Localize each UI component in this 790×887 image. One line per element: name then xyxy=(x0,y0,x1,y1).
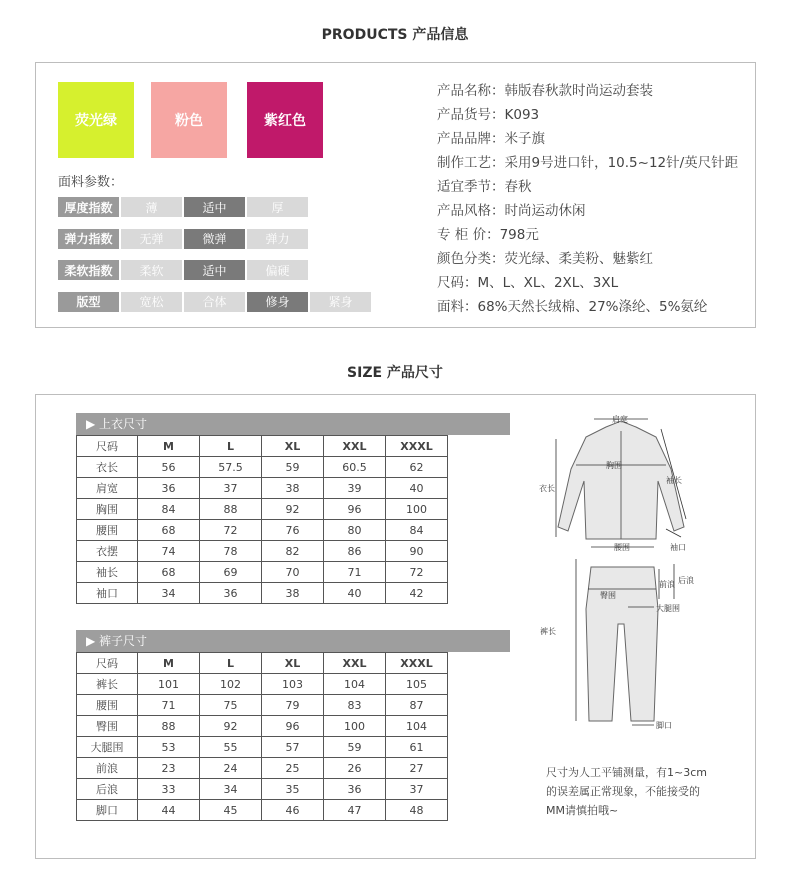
product-info-item: 产品名称：韩版春秋款时尚运动套装 xyxy=(437,83,653,99)
note-line: 的误差属正常现象，不能接受的 xyxy=(546,785,700,798)
table-cell: 34 xyxy=(138,583,200,604)
table-cell: 38 xyxy=(262,478,324,499)
table-header-cell: XXL xyxy=(324,436,386,457)
table-row xyxy=(77,779,448,800)
table-cell: 脚口 xyxy=(77,800,138,821)
fabric-param-option: 适中 xyxy=(184,197,245,217)
table-header-cell: L xyxy=(200,436,262,457)
table-cell: 61 xyxy=(386,737,448,758)
table-cell: 59 xyxy=(262,457,324,478)
table-cell: 35 xyxy=(262,779,324,800)
diagram-label-back-rise: 后浪 xyxy=(678,576,694,585)
table-cell: 57.5 xyxy=(200,457,262,478)
fabric-param-label: 柔软指数 xyxy=(58,260,119,280)
fabric-param-option: 偏硬 xyxy=(247,260,308,280)
table-cell: 104 xyxy=(386,716,448,737)
product-info-list xyxy=(437,79,738,319)
product-info-item: 专 柜 价：798元 xyxy=(437,227,539,243)
fabric-param-option: 紧身 xyxy=(310,292,371,312)
table-header-cell: 尺码 xyxy=(77,436,138,457)
table-cell: 40 xyxy=(386,478,448,499)
top-size-table xyxy=(76,435,448,604)
table-cell: 71 xyxy=(324,562,386,583)
table-cell: 84 xyxy=(138,499,200,520)
table-cell: 48 xyxy=(386,800,448,821)
table-cell: 88 xyxy=(138,716,200,737)
table-cell: 101 xyxy=(138,674,200,695)
table-cell: 36 xyxy=(324,779,386,800)
table-cell: 92 xyxy=(200,716,262,737)
table-cell: 腰围 xyxy=(77,695,138,716)
table-header-cell: M xyxy=(138,436,200,457)
diagram-label-pants-length: 裤长 xyxy=(540,627,556,636)
table-cell: 105 xyxy=(386,674,448,695)
size-diagram xyxy=(536,409,706,749)
table-cell: 40 xyxy=(324,583,386,604)
table-cell: 72 xyxy=(386,562,448,583)
table-header-cell: 尺码 xyxy=(77,653,138,674)
fabric-param-option: 宽松 xyxy=(121,292,182,312)
table-header-cell: XL xyxy=(262,436,324,457)
diagram-label-front-rise: 前浪 xyxy=(659,580,675,589)
fabric-param-option: 微弹 xyxy=(184,229,245,249)
diagram-label-hip: 臀围 xyxy=(600,591,616,600)
table-cell: 26 xyxy=(324,758,386,779)
table-cell: 34 xyxy=(200,779,262,800)
product-info-panel xyxy=(35,62,756,328)
fabric-param-option: 适中 xyxy=(184,260,245,280)
table-cell: 42 xyxy=(386,583,448,604)
diagram-label-leg-opening: 脚口 xyxy=(656,721,672,730)
fabric-param-option: 厚 xyxy=(247,197,308,217)
table-header-cell: M xyxy=(138,653,200,674)
table-row xyxy=(77,758,448,779)
table-row xyxy=(77,457,448,478)
table-cell: 27 xyxy=(386,758,448,779)
table-row xyxy=(77,674,448,695)
table-row xyxy=(77,716,448,737)
table-cell: 84 xyxy=(386,520,448,541)
table-header-cell: XXL xyxy=(324,653,386,674)
table-cell: 47 xyxy=(324,800,386,821)
diagram-label-chest: 胸围 xyxy=(606,461,622,470)
table-cell: 68 xyxy=(138,562,200,583)
table-cell: 102 xyxy=(200,674,262,695)
diagram-label-shoulder: 肩宽 xyxy=(612,415,628,424)
table-header-cell: XXXL xyxy=(386,653,448,674)
diagram-label-sleeve: 袖长 xyxy=(666,476,682,485)
fabric-param-option: 合体 xyxy=(184,292,245,312)
table-cell: 69 xyxy=(200,562,262,583)
table-row xyxy=(77,520,448,541)
table-cell: 胸围 xyxy=(77,499,138,520)
table-cell: 80 xyxy=(324,520,386,541)
note-line: MM请慎拍哦~ xyxy=(546,804,619,817)
color-swatch[interactable]: 紫红色 xyxy=(247,82,323,158)
table-cell: 96 xyxy=(262,716,324,737)
table-cell: 后浪 xyxy=(77,779,138,800)
table-cell: 75 xyxy=(200,695,262,716)
product-info-item: 产品品牌：米子旗 xyxy=(437,131,545,147)
fabric-param-row xyxy=(58,292,373,312)
table-cell: 70 xyxy=(262,562,324,583)
table-cell: 23 xyxy=(138,758,200,779)
table-cell: 56 xyxy=(138,457,200,478)
table-cell: 衣长 xyxy=(77,457,138,478)
table-row xyxy=(77,541,448,562)
table-cell: 100 xyxy=(324,716,386,737)
table-cell: 86 xyxy=(324,541,386,562)
table-cell: 76 xyxy=(262,520,324,541)
table-cell: 96 xyxy=(324,499,386,520)
pants-illustration xyxy=(586,567,658,721)
pants-table-title: ▶ 裤子尺寸 xyxy=(76,630,510,652)
diagram-label-cuff: 袖口 xyxy=(670,543,686,552)
product-info-item: 适宜季节：春秋 xyxy=(437,179,532,195)
table-cell: 78 xyxy=(200,541,262,562)
table-cell: 44 xyxy=(138,800,200,821)
table-row xyxy=(77,583,448,604)
table-cell: 46 xyxy=(262,800,324,821)
product-info-item: 制作工艺：采用9号进口针，10.5~12针/英尺针距 xyxy=(437,155,739,171)
table-row xyxy=(77,478,448,499)
table-cell: 55 xyxy=(200,737,262,758)
table-cell: 裤长 xyxy=(77,674,138,695)
fabric-params-title: 面料参数： xyxy=(58,175,124,190)
fabric-param-row xyxy=(58,197,310,217)
table-cell: 82 xyxy=(262,541,324,562)
diagram-label-thigh: 大腿围 xyxy=(656,604,680,613)
fabric-param-option: 柔软 xyxy=(121,260,182,280)
table-cell: 103 xyxy=(262,674,324,695)
table-cell: 25 xyxy=(262,758,324,779)
table-cell: 88 xyxy=(200,499,262,520)
table-cell: 71 xyxy=(138,695,200,716)
product-info-item: 面料：68%天然长绒棉、27%涤纶、5%氨纶 xyxy=(437,299,708,315)
table-cell: 24 xyxy=(200,758,262,779)
table-cell: 39 xyxy=(324,478,386,499)
color-swatch[interactable]: 荧光绿 xyxy=(58,82,134,158)
table-cell: 袖口 xyxy=(77,583,138,604)
table-cell: 肩宽 xyxy=(77,478,138,499)
products-section-title: PRODUCTS 产品信息 xyxy=(321,27,469,43)
table-cell: 57 xyxy=(262,737,324,758)
table-cell: 104 xyxy=(324,674,386,695)
fabric-param-label: 弹力指数 xyxy=(58,229,119,249)
table-cell: 62 xyxy=(386,457,448,478)
table-cell: 74 xyxy=(138,541,200,562)
table-cell: 100 xyxy=(386,499,448,520)
table-cell: 59 xyxy=(324,737,386,758)
table-cell: 36 xyxy=(138,478,200,499)
table-cell: 83 xyxy=(324,695,386,716)
fabric-param-row xyxy=(58,229,310,249)
fabric-param-option: 修身 xyxy=(247,292,308,312)
table-cell: 92 xyxy=(262,499,324,520)
size-section-title: SIZE 产品尺寸 xyxy=(347,365,443,381)
table-row xyxy=(77,499,448,520)
table-cell: 衣摆 xyxy=(77,541,138,562)
table-cell: 37 xyxy=(386,779,448,800)
fabric-param-label: 厚度指数 xyxy=(58,197,119,217)
table-header-cell: L xyxy=(200,653,262,674)
diagram-label-hem: 腰围 xyxy=(614,543,630,552)
table-row xyxy=(77,695,448,716)
fabric-param-label: 版型 xyxy=(58,292,119,312)
table-cell: 90 xyxy=(386,541,448,562)
color-swatch[interactable]: 粉色 xyxy=(151,82,227,158)
table-cell: 36 xyxy=(200,583,262,604)
diagram-label-length: 衣长 xyxy=(539,484,555,493)
table-cell: 68 xyxy=(138,520,200,541)
product-info-item: 尺码：M、L、XL、2XL、3XL xyxy=(437,275,619,291)
table-cell: 33 xyxy=(138,779,200,800)
table-cell: 腰围 xyxy=(77,520,138,541)
table-header-row xyxy=(77,653,448,674)
fabric-param-row xyxy=(58,260,310,280)
product-info-item: 产品货号：K093 xyxy=(437,107,540,123)
measurement-note xyxy=(546,763,707,820)
table-cell: 袖长 xyxy=(77,562,138,583)
table-cell: 45 xyxy=(200,800,262,821)
product-info-item: 产品风格：时尚运动休闲 xyxy=(437,203,586,219)
table-cell: 60.5 xyxy=(324,457,386,478)
table-cell: 72 xyxy=(200,520,262,541)
fabric-param-option: 无弹 xyxy=(121,229,182,249)
product-info-item: 颜色分类：荧光绿、柔美粉、魅紫红 xyxy=(437,251,653,267)
table-cell: 87 xyxy=(386,695,448,716)
table-cell: 79 xyxy=(262,695,324,716)
table-row xyxy=(77,800,448,821)
top-table-title: ▶ 上衣尺寸 xyxy=(76,413,510,435)
table-cell: 前浪 xyxy=(77,758,138,779)
table-row xyxy=(77,737,448,758)
table-cell: 大腿围 xyxy=(77,737,138,758)
pants-size-table xyxy=(76,652,448,821)
table-header-cell: XXXL xyxy=(386,436,448,457)
fabric-param-option: 弹力 xyxy=(247,229,308,249)
table-cell: 臀围 xyxy=(77,716,138,737)
table-cell: 53 xyxy=(138,737,200,758)
table-header-cell: XL xyxy=(262,653,324,674)
size-panel xyxy=(35,394,756,859)
table-cell: 37 xyxy=(200,478,262,499)
table-header-row xyxy=(77,436,448,457)
fabric-param-option: 薄 xyxy=(121,197,182,217)
table-cell: 38 xyxy=(262,583,324,604)
table-row xyxy=(77,562,448,583)
note-line: 尺寸为人工平铺测量，有1~3cm xyxy=(546,766,707,779)
